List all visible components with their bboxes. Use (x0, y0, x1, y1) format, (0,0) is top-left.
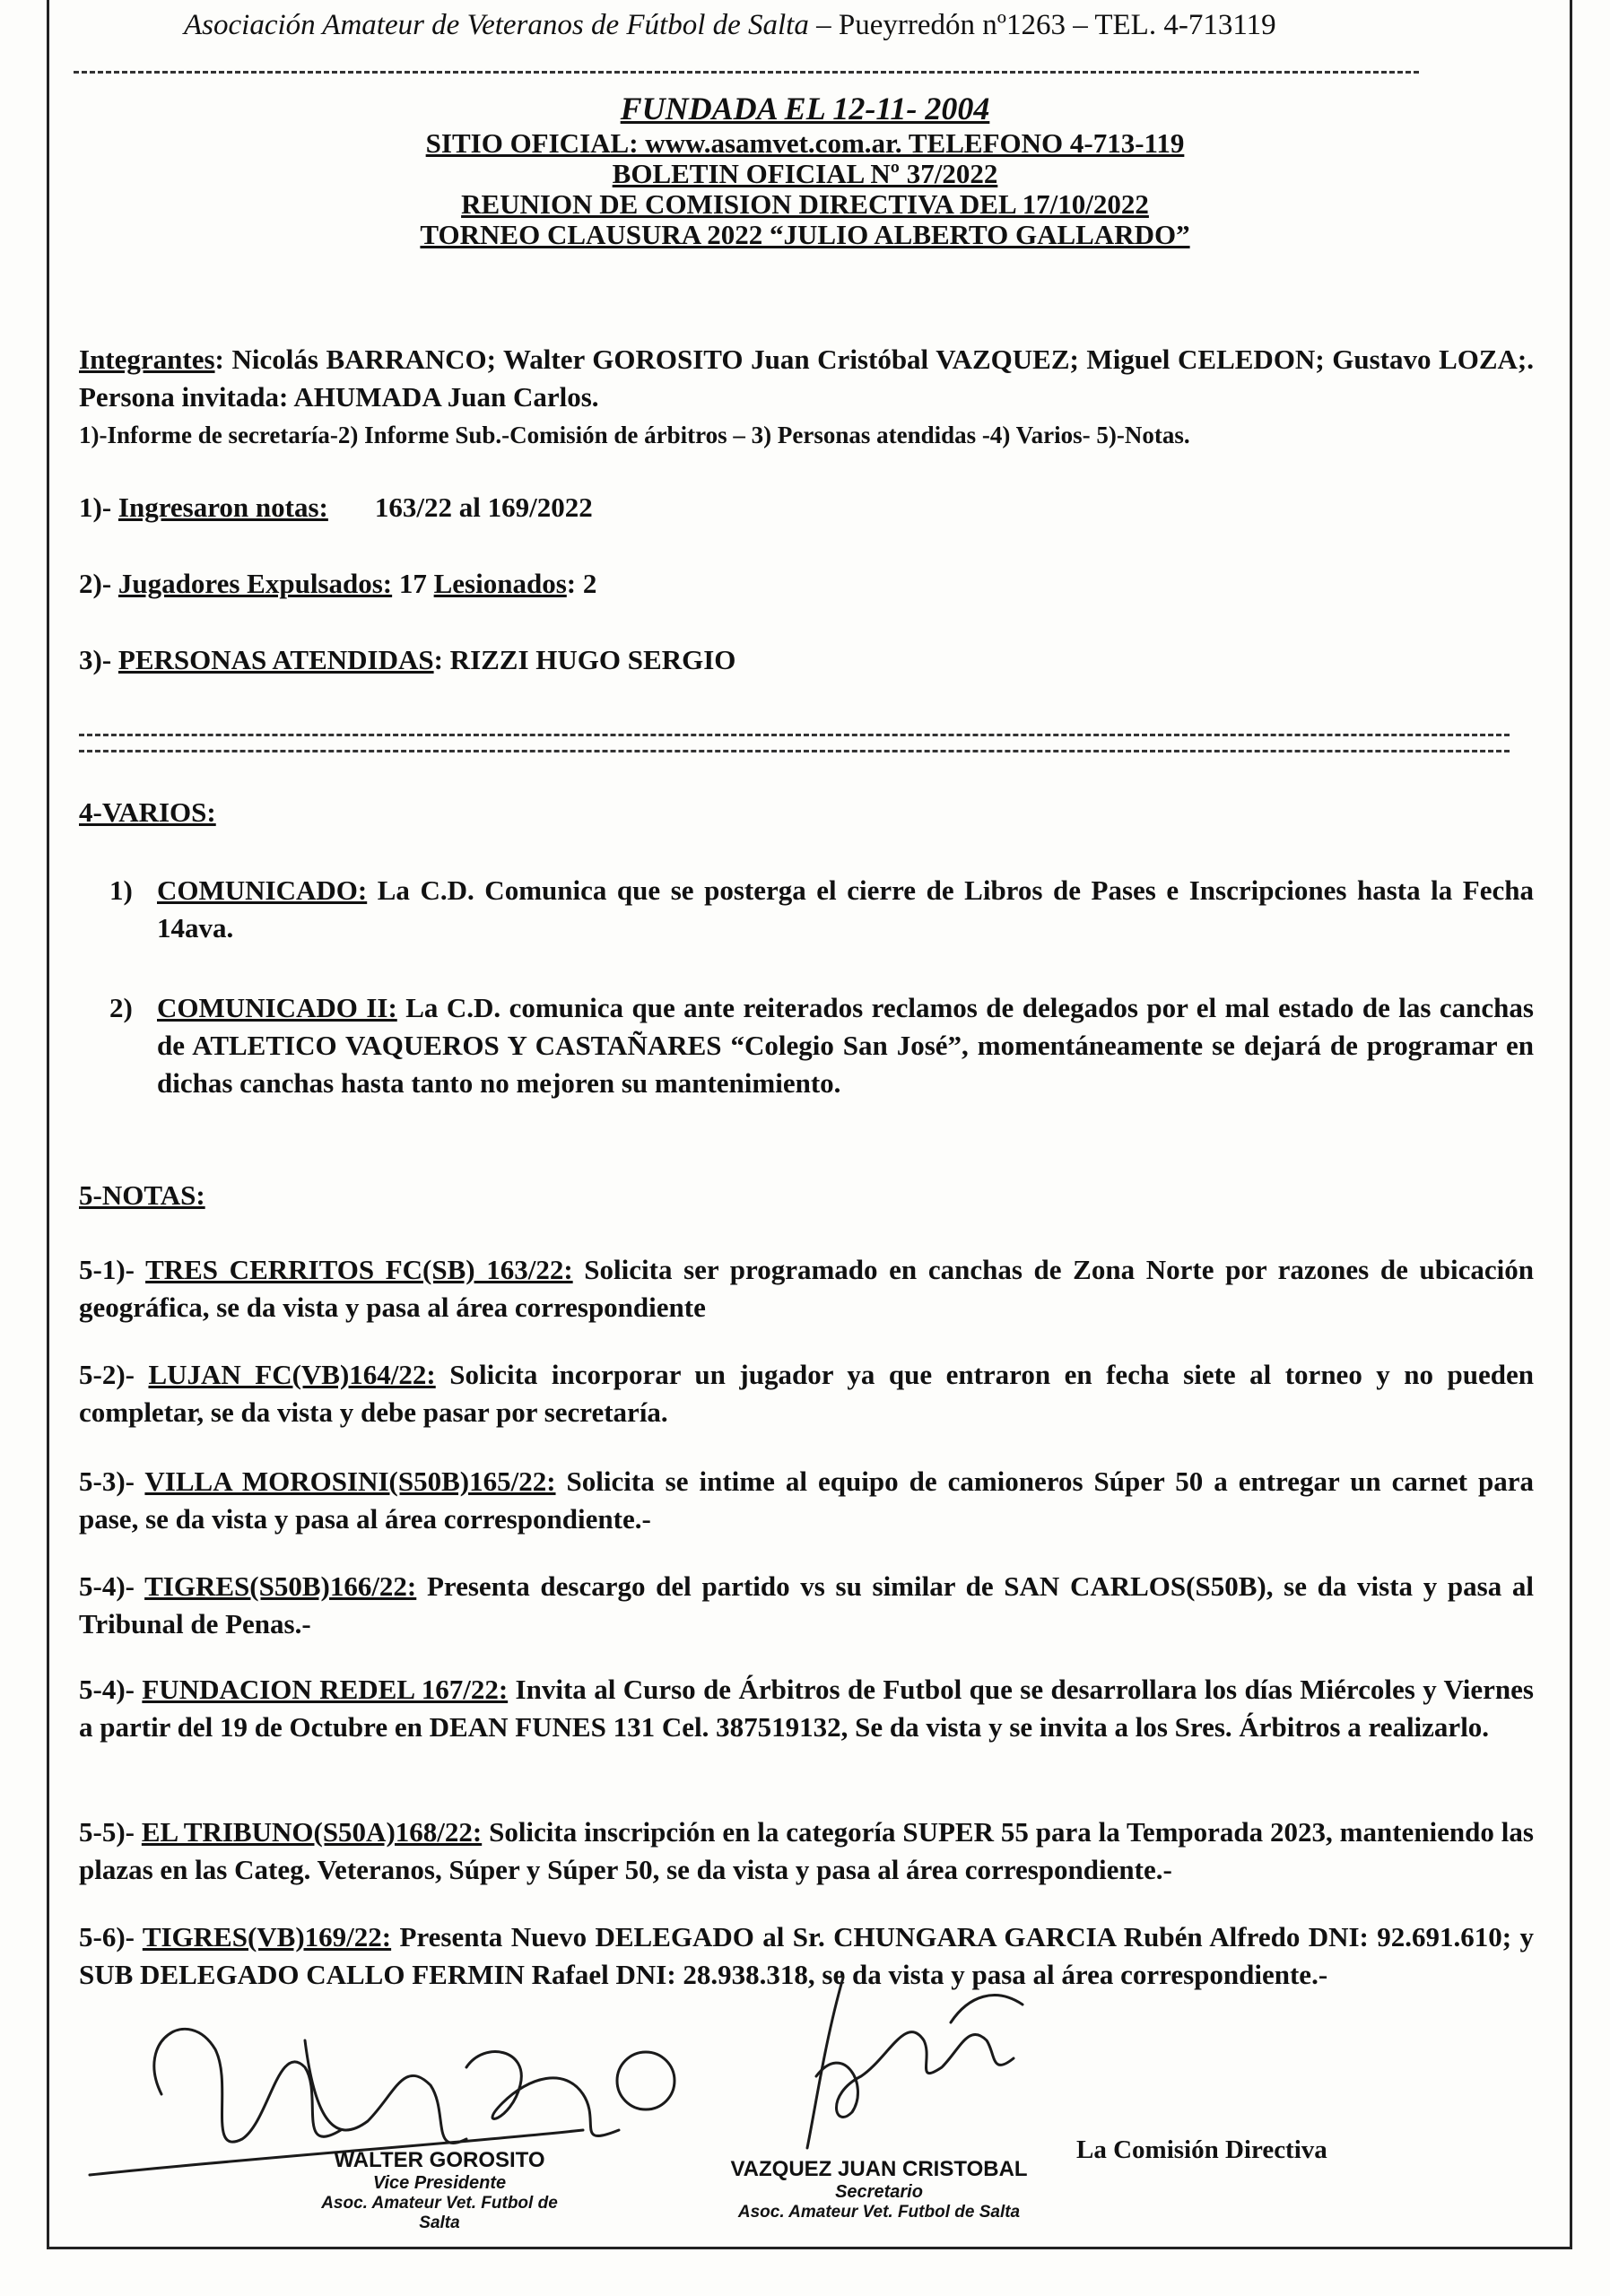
comunicado-1 (157, 872, 1534, 947)
item-notes-received: 1)- Ingresaron notas: 163/22 al 169/2022 (79, 491, 593, 523)
note-5-6-text: Presenta Nuevo DELEGADO al Sr. CHUNGARA GARCIA Rubén Alfredo DNI: 92.691.610; y SUB DELEGADO CALLO FERMIN Rafael DNI: 28.938.318, se da vista y pasa al área correspondiente.- (79, 1921, 1534, 1990)
signer-1-org: Asoc. Amateur Vet. Futbol de Salta (321, 2194, 558, 2232)
expelled-label: Jugadores Expulsados: (117, 568, 393, 599)
injured-value: : 2 (566, 568, 597, 599)
official-site: SITIO OFICIAL: www.asamvet.com.ar. TELEFONO 4-713-119 (425, 127, 1185, 159)
note-5-4b-text: Invita al Curso de Árbitros de Futbol que se desarrollara los días Miércoles y Viernes a partir del 19 de Octubre en DEAN FUNES 131 Cel. 387519132, Se da vista y se invita a los Sres. Árbitros a realizarlo. (79, 1674, 1534, 1743)
note-5-4-text: Presenta descargo del partido vs su similar de SAN CARLOS(S50B), se da vista y pasa al Tribunal de Penas.- (79, 1570, 1534, 1639)
note-5-2-label: LUJAN FC(VB)164/22: (148, 1359, 436, 1390)
note-5-3-label: VILLA MOROSINI(S50B)165/22: (144, 1465, 556, 1497)
signer-2-org: Asoc. Amateur Vet. Futbol de Salta (737, 2203, 1021, 2222)
page-frame (47, 0, 1572, 2249)
note-5-2-text: Solicita incorporar un jugador ya que entraron en fecha siete al torneo y no pueden completar, se da vista y debe pasar por secretaría. (79, 1359, 1534, 1428)
signer-2-name: VAZQUEZ JUAN CRISTOBAL (730, 2157, 1028, 2181)
note-5-1-label: TRES CERRITOS FC(SB) 163/22: (145, 1254, 573, 1285)
injured-label: Lesionados (433, 568, 567, 599)
note-5-4: 5-4)- TIGRES(S50B)166/22: Presenta descargo del partido vs su similar de SAN CARLOS(S50B), se da vista y pasa al Tribunal de Penas.- (79, 1570, 1534, 1639)
note-5-4-label: TIGRES(S50B)166/22: (144, 1570, 417, 1602)
association-name: Asociación Amateur de Veteranos de Fútbol de Salta (184, 9, 809, 41)
signature-block-vice-president (305, 2148, 574, 2233)
note-5-6: 5-6)- TIGRES(VB)169/22: Presenta Nuevo DELEGADO al Sr. CHUNGARA GARCIA Rubén Alfredo DNI: 92.691.610; y SUB DELEGADO CALLO FERMIN Rafael DNI: 28.938.318, se da vista y pasa al área correspondiente.- (79, 1921, 1534, 1990)
people-attended-value: : RIZZI HUGO SERGIO (433, 644, 736, 675)
item-people-attended: 3)- PERSONAS ATENDIDAS: RIZZI HUGO SERGIO (79, 644, 736, 675)
members-text: : Nicolás BARRANCO; Walter GOROSITO Juan Cristóbal VAZQUEZ; Miguel CELEDON; Gustavo LOZA;. Persona invitada: AHUMADA Juan Carlos. (79, 344, 1534, 413)
notes-received-label: Ingresaron notas: (117, 491, 328, 523)
comunicado-2-number: 2) (109, 992, 133, 1023)
note-5-5-label: EL TRIBUNO(S50A)168/22: (141, 1816, 483, 1848)
members-paragraph (79, 341, 1534, 416)
signer-1-role: Vice Presidente (372, 2173, 507, 2193)
section-divider-1 (79, 734, 1510, 736)
note-5-1: 5-1)- TRES CERRITOS FC(SB) 163/22: Solicita ser programado en canchas de Zona Norte por razones de ubicación geográfica, se da vista y pasa al área correspondiente (79, 1254, 1534, 1323)
comunicado-2-label: COMUNICADO II: (157, 992, 397, 1023)
meeting-title: REUNION DE COMISION DIRECTIVA DEL 17/10/2022 (461, 188, 1149, 220)
people-attended-label: PERSONAS ATENDIDAS (117, 644, 434, 675)
members-label: Integrantes (79, 344, 215, 375)
bulletin-number: BOLETIN OFICIAL Nº 37/2022 (612, 158, 998, 189)
expelled-value: 17 (392, 568, 434, 599)
varios-heading: 4-VARIOS: (79, 796, 216, 828)
signer-1-name: WALTER GOROSITO (334, 2148, 545, 2172)
comunicado-1-text: La C.D. Comunica que se posterga el cierre de Libros de Pases e Inscripciones hasta la Fecha 14ava. (157, 874, 1534, 944)
association-address: – Pueyrredón nº1263 – TEL. 4-713119 (816, 9, 1276, 41)
closing-signature: La Comisión Directiva (1076, 2135, 1327, 2164)
item-players: 2)- Jugadores Expulsados: 17 Lesionados: 2 (79, 568, 597, 599)
comunicado-2-text: La C.D. comunica que ante reiterados reclamos de delegados por el mal estado de las canchas de ATLETICO VAQUEROS Y CASTAÑARES “Colegio San José”, momentáneamente se dejará de programar en dichas canchas hasta tanto no mejoren su mantenimiento. (157, 992, 1534, 1099)
comunicado-1-label: COMUNICADO: (157, 874, 368, 906)
tournament-title: TORNEO CLAUSURA 2022 “JULIO ALBERTO GALLARDO” (420, 219, 1190, 250)
note-5-5-text: Solicita inscripción en la categoría SUPER 55 para la Temporada 2023, manteniendo las plazas en las Categ. Veteranos, Súper y Súper 50, se da vista y pasa al área correspondiente.- (79, 1816, 1534, 1885)
comunicado-2 (157, 989, 1534, 1102)
note-5-1-text: Solicita ser programado en canchas de Zona Norte por razones de ubicación geográfica, se da vista y pasa al área correspondiente (79, 1254, 1534, 1323)
note-5-3-text: Solicita se intime al equipo de camioneros Súper 50 a entregar un carnet para pase, se da vista y pasa al área correspondiente.- (79, 1465, 1534, 1535)
note-5-3: 5-3)- VILLA MOROSINI(S50B)165/22: Solicita se intime al equipo de camioneros Súper 50 a entregar un carnet para pase, se da vista y pasa al área correspondiente.- (79, 1465, 1534, 1535)
note-5-2: 5-2)- LUJAN FC(VB)164/22: Solicita incorporar un jugador ya que entraron en fecha siete al torneo y no pueden completar, se da vista y debe pasar por secretaría. (79, 1359, 1534, 1428)
notes-received-value: 163/22 al 169/2022 (374, 491, 593, 523)
founded-date: FUNDADA EL 12-11- 2004 (620, 91, 990, 126)
note-5-4b: 5-4)- FUNDACION REDEL 167/22: Invita al Curso de Árbitros de Futbol que se desarrollara los días Miércoles y Viernes a partir del 19 de Octubre en DEAN FUNES 131 Cel. 387519132, Se da vista y se invita a los Sres. Árbitros a realizarlo. (79, 1674, 1534, 1743)
note-5-5: 5-5)- EL TRIBUNO(S50A)168/22: Solicita inscripción en la categoría SUPER 55 para la Temporada 2023, manteniendo las plazas en las Categ. Veteranos, Súper y Súper 50, se da vista y pasa al área correspondiente.- (79, 1816, 1534, 1885)
notas-heading: 5-NOTAS: (79, 1179, 205, 1211)
note-5-6-label: TIGRES(VB)169/22: (142, 1921, 392, 1952)
note-5-4b-label: FUNDACION REDEL 167/22: (142, 1674, 509, 1705)
signature-scribble-right (789, 1960, 1058, 2157)
association-header (184, 9, 1276, 42)
signature-block-secretary (718, 2157, 1040, 2222)
signer-2-role: Secretario (835, 2182, 923, 2202)
section-divider-2 (79, 750, 1510, 752)
comunicado-1-number: 1) (109, 874, 133, 906)
agenda-line: 1)-Informe de secretaría-2) Informe Sub.-Comisión de árbitros – 3) Personas atendidas -4) Varios- 5)-Notas. (79, 422, 1190, 448)
header-divider (74, 71, 1419, 74)
